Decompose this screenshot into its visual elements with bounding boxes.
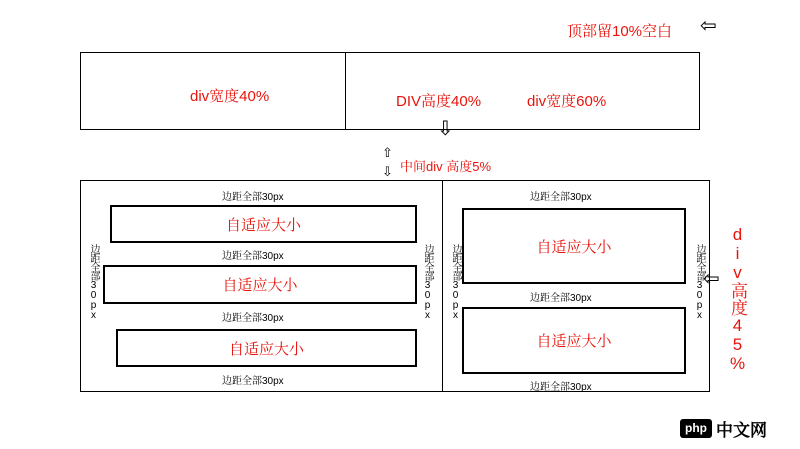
bottom-divider [442, 180, 443, 392]
arrow-left-small-icon: ⇦ [703, 266, 720, 290]
top-left-width-label: div宽度40% [190, 88, 270, 105]
adaptive-box-right-1 [462, 208, 686, 284]
adaptive-box-left-2 [103, 265, 417, 304]
padding-label-right-outer: 边距全部30px [694, 244, 705, 320]
padding-label-left-gap-2: 边距全部30px [222, 313, 284, 324]
adaptive-box-left-1 [110, 205, 417, 243]
padding-label-right-top: 边距全部30px [530, 192, 592, 203]
top-row-divider [345, 52, 346, 130]
watermark-text: 中文网 [716, 421, 767, 440]
arrow-left-icon: ⇦ [700, 13, 717, 37]
bottom-right-height-label: div高度45% [728, 225, 747, 373]
padding-label-right-bottom: 边距全部30px [530, 382, 592, 393]
padding-label-right-gap: 边距全部30px [530, 293, 592, 304]
adaptive-box-left-3-label: 自适应大小 [228, 340, 304, 358]
padding-label-left-gap-1: 边距全部30px [222, 251, 284, 262]
padding-label-left-bottom: 边距全部30px [222, 376, 284, 387]
arrow-up-small-icon: ⇧ [382, 146, 393, 161]
padding-label-left-outer: 边距全部30px [88, 244, 99, 320]
adaptive-box-right-2-label: 自适应大小 [536, 333, 612, 350]
adaptive-box-right-1-label: 自适应大小 [536, 238, 612, 256]
arrow-down-small-icon: ⇩ [382, 165, 393, 180]
top-right-width-label: div宽度60% [527, 93, 607, 110]
top-blank-note: 顶部留10%空白 [567, 23, 673, 40]
padding-label-right-inner-left: 边距全部30px [450, 244, 461, 320]
padding-label-left-inner-right: 边距全部30px [422, 244, 433, 320]
top-row-height-label: DIV高度40% [396, 93, 482, 110]
adaptive-box-left-2-label: 自适应大小 [222, 277, 298, 294]
middle-div-height-note: 中间div 高度5% [400, 159, 492, 174]
php-logo-icon: php [680, 419, 712, 438]
arrow-down-icon: ⇩ [437, 116, 454, 140]
adaptive-box-left-1-label: 自适应大小 [225, 216, 301, 234]
top-row-container [80, 52, 700, 130]
adaptive-box-left-3 [116, 329, 417, 367]
padding-label-left-top: 边距全部30px [222, 192, 284, 203]
adaptive-box-right-2 [462, 307, 686, 374]
watermark [680, 416, 767, 441]
